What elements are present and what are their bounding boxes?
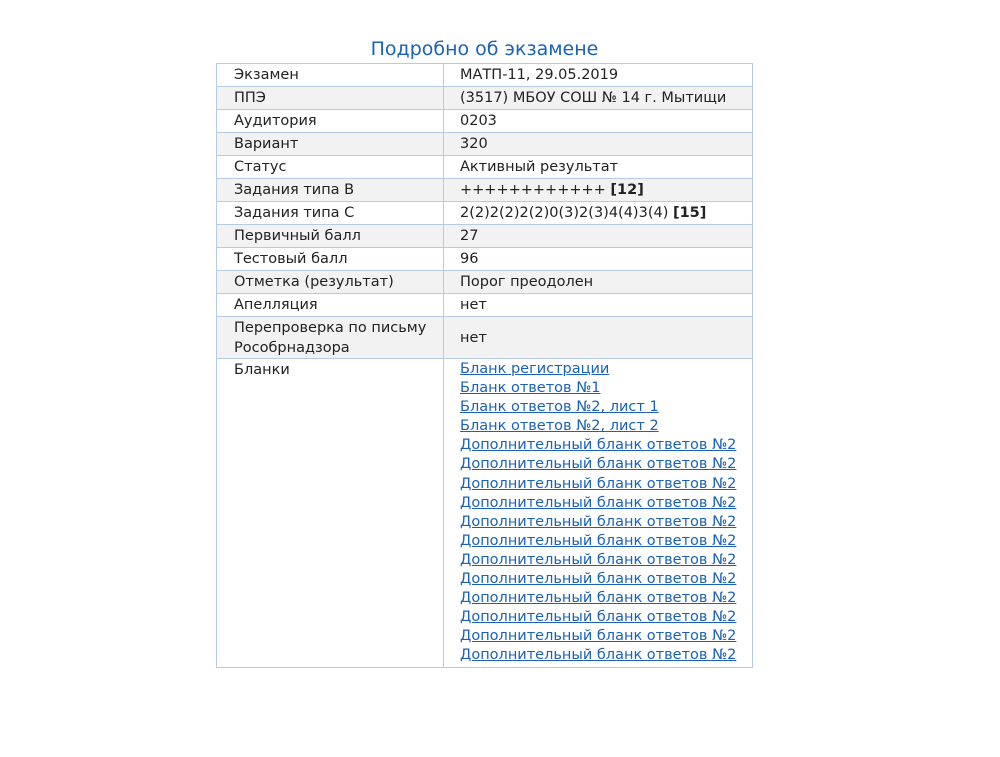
blank-link-answers-2-sheet-1[interactable]: Бланк ответов №2, лист 1 (460, 399, 659, 416)
row-label: ППЭ (217, 87, 444, 110)
row-value: 96 (444, 248, 753, 271)
exam-details-table (216, 63, 753, 668)
row-value (444, 202, 753, 225)
row-primary-score (217, 225, 753, 248)
row-label: Первичный балл (217, 225, 444, 248)
row-label: Экзамен (217, 64, 444, 87)
blank-link-additional[interactable]: Дополнительный бланк ответов №2 (460, 647, 737, 664)
blank-link-additional[interactable]: Дополнительный бланк ответов №2 (460, 609, 737, 626)
blank-link-additional[interactable]: Дополнительный бланк ответов №2 (460, 590, 737, 607)
row-mark (217, 271, 753, 294)
row-label: Задания типа В (217, 179, 444, 202)
row-label: Аудитория (217, 110, 444, 133)
row-appeal (217, 294, 753, 317)
row-ppe (217, 87, 753, 110)
row-value (444, 179, 753, 202)
blank-link-additional[interactable]: Дополнительный бланк ответов №2 (460, 494, 737, 511)
blank-link-additional[interactable]: Дополнительный бланк ответов №2 (460, 628, 737, 645)
blank-link-registration[interactable]: Бланк регистрации (460, 361, 610, 377)
tasks-c-marks: 2(2)2(2)2(2)0(3)2(3)4(4)3(4) (460, 205, 669, 221)
row-status (217, 156, 753, 179)
row-tasks-c (217, 202, 753, 225)
blank-link-additional[interactable]: Дополнительный бланк ответов №2 (460, 532, 737, 549)
tasks-b-marks: ++++++++++++ (460, 182, 606, 198)
row-value (444, 359, 753, 668)
row-label: Перепроверка по письму Рособрнадзора (217, 317, 444, 359)
row-value: нет (444, 317, 753, 359)
row-value: МАТП-11, 29.05.2019 (444, 64, 753, 87)
row-value: Порог преодолен (444, 271, 753, 294)
row-label: Тестовый балл (217, 248, 444, 271)
blank-link-answers-1[interactable]: Бланк ответов №1 (460, 380, 601, 397)
tasks-b-total: [12] (610, 182, 644, 198)
blank-link-additional[interactable]: Дополнительный бланк ответов №2 (460, 437, 737, 454)
blank-links-list (460, 360, 752, 666)
row-value: (3517) МБОУ СОШ № 14 г. Мытищи (444, 87, 753, 110)
row-value: нет (444, 294, 753, 317)
row-value: 320 (444, 133, 753, 156)
blank-link-answers-2-sheet-2[interactable]: Бланк ответов №2, лист 2 (460, 418, 659, 435)
row-exam (217, 64, 753, 87)
row-tasks-b (217, 179, 753, 202)
row-recheck (217, 317, 753, 359)
blank-link-additional[interactable]: Дополнительный бланк ответов №2 (460, 475, 737, 492)
row-label: Бланки (217, 359, 444, 668)
blank-link-additional[interactable]: Дополнительный бланк ответов №2 (460, 513, 737, 530)
row-value: 27 (444, 225, 753, 248)
page-title: Подробно об экзамене (370, 38, 599, 60)
row-test-score (217, 248, 753, 271)
row-blanks (217, 359, 753, 668)
row-value: Активный результат (444, 156, 753, 179)
row-label: Апелляция (217, 294, 444, 317)
row-value: 0203 (444, 110, 753, 133)
row-label: Отметка (результат) (217, 271, 444, 294)
tasks-c-total: [15] (672, 205, 707, 221)
row-label: Задания типа С (217, 202, 444, 225)
blank-link-additional[interactable]: Дополнительный бланк ответов №2 (460, 571, 737, 588)
blank-link-additional[interactable]: Дополнительный бланк ответов №2 (460, 456, 737, 473)
row-label: Вариант (217, 133, 444, 156)
row-variant (217, 133, 753, 156)
row-label: Статус (217, 156, 444, 179)
blank-link-additional[interactable]: Дополнительный бланк ответов №2 (460, 551, 737, 568)
row-auditorium (217, 110, 753, 133)
